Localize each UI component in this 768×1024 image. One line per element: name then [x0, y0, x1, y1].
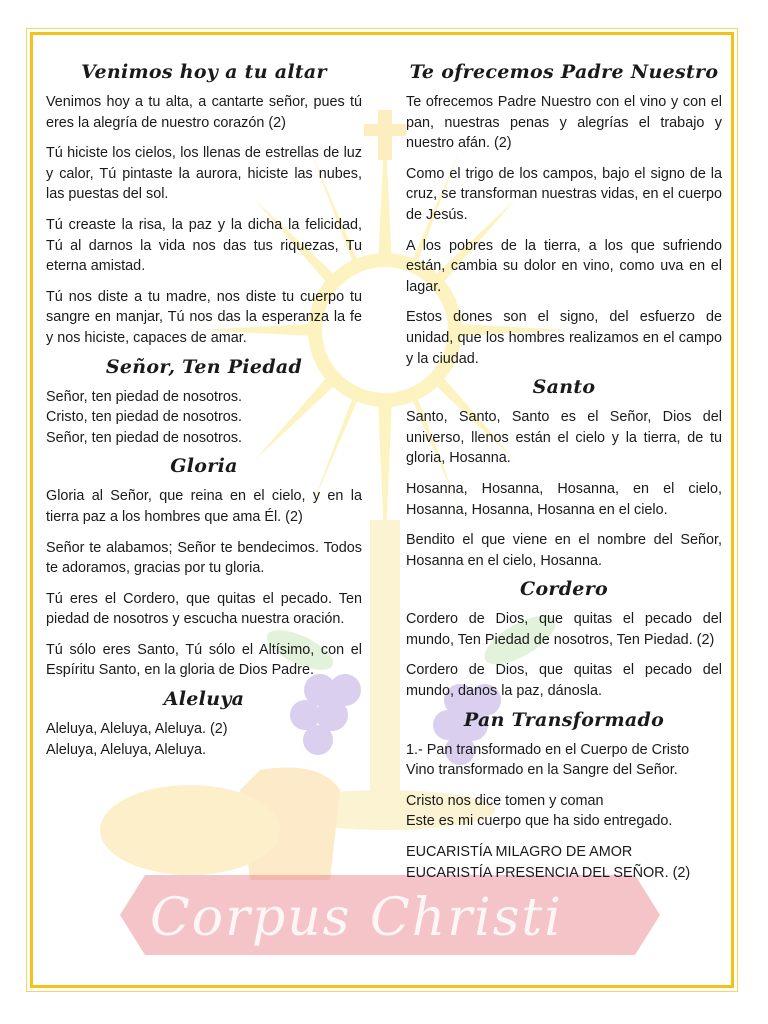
song-verse: Cristo nos dice tomen y coman Este es mi cuerpo que ha sido entregado. [406, 792, 673, 830]
song-verse: Tú eres el Cordero, que quitas el pecado. Ten piedad de nosotros y escucha nuestra oración. [46, 590, 362, 628]
song-title: Te ofrecemos Padre Nuestro [409, 61, 719, 83]
song-verse: Hosanna, Hosanna, Hosanna, en el cielo, Hosanna, Hosanna, Hosanna en el cielo. [406, 480, 722, 518]
song-title: Gloria [170, 455, 238, 478]
song-verse: A los pobres de la tierra, a los que sufriendo están, cambia su dolor en vino, como uva en el lagar. [406, 237, 722, 295]
song-verse: Aleluya, Aleluya, Aleluya. (2) Aleluya, Aleluya, Aleluya. [46, 721, 228, 758]
song-santo [406, 373, 722, 571]
song-verse: Señor, ten piedad de nosotros. Cristo, ten piedad de nosotros. Señor, ten piedad de nosotros. [46, 388, 243, 446]
song-verse: Gloria al Señor, que reina en el cielo, y en la tierra paz a los hombres que ama Él. (2) [46, 488, 362, 525]
right-column [406, 58, 722, 893]
song-verse: Tú hiciste los cielos, los llenas de estrellas de luz y calor, Tú pintaste la aurora, hiciste las nubes, las puestas del sol. [46, 145, 362, 203]
song-verse: Te ofrecemos Padre Nuestro con el vino y con el pan, nuestras penas y alegrías el trabajo y nuestro afán. (2) [406, 94, 722, 152]
song-title: Señor, Ten Piedad [105, 355, 303, 378]
song-verse: Santo, Santo, Santo es el Señor, Dios del universo, llenos están el cielo y la tierra, de tu gloria, Hosanna. [406, 409, 722, 467]
song-verse: Tú creaste la risa, la paz y la dicha la felicidad, Tú al darnos la vida nos das tus riquezas, Tu eterna amistad. [46, 216, 362, 275]
song-pan-transformado [406, 706, 722, 884]
song-venimos [46, 58, 362, 349]
song-verse: Bendito el que viene en el nombre del Señor, Hosanna en el cielo, Hosanna. [406, 532, 722, 569]
song-aleluya [46, 685, 362, 760]
song-verse: Venimos hoy a tu alta, a cantarte señor, pues tú eres la alegría de nuestro corazón (2) [46, 94, 362, 131]
song-te-ofrecemos [406, 58, 722, 369]
song-title: Santo [532, 376, 596, 399]
song-cordero [406, 575, 722, 701]
song-verse: Cordero de Dios, que quitas el pecado del mundo, Ten Piedad de nosotros, Ten Piedad. (2) [406, 611, 722, 648]
song-verse: Estos dones son el signo, del esfuerzo de unidad, que los hombres realizamos en el campo y la ciudad. [406, 309, 722, 367]
song-title: Pan Transformado [463, 708, 665, 731]
song-verse: 1.- Pan transformado en el Cuerpo de Cristo Vino transformado en la Sangre del Señor. [406, 741, 690, 779]
song-verse: Como el trigo de los campos, bajo el signo de la cruz, se transforman nuestras vidas, en el cuerpo de Jesús. [406, 165, 722, 223]
song-verse: Cordero de Dios, que quitas el pecado del mundo, danos la paz, dánosla. [406, 662, 722, 700]
song-verse: Tú sólo eres Santo, Tú sólo el Altísimo, con el Espíritu Santo, en la gloria de Dios Padre. [46, 641, 362, 679]
song-title: Aleluya [163, 688, 245, 711]
song-verse: EUCARISTÍA MILAGRO DE AMOR EUCARISTÍA PRESENCIA DEL SEÑOR. (2) [406, 844, 691, 881]
song-title: Venimos hoy a tu altar [81, 61, 327, 83]
left-column [46, 58, 362, 770]
song-senor-ten-piedad [46, 353, 362, 449]
banner-watermark-text: Corpus Christi [150, 888, 563, 948]
song-verse: Tú nos diste a tu madre, nos diste tu cuerpo tu sangre en manjar, Tú nos das la esperanza la fe y nos hiciste, capaces de amar. [46, 288, 362, 346]
song-gloria [46, 452, 362, 681]
song-title: Cordero [520, 578, 608, 601]
song-verse: Señor te alabamos; Señor te bendecimos. Todos te adoramos, gracias por tu gloria. [46, 539, 362, 577]
